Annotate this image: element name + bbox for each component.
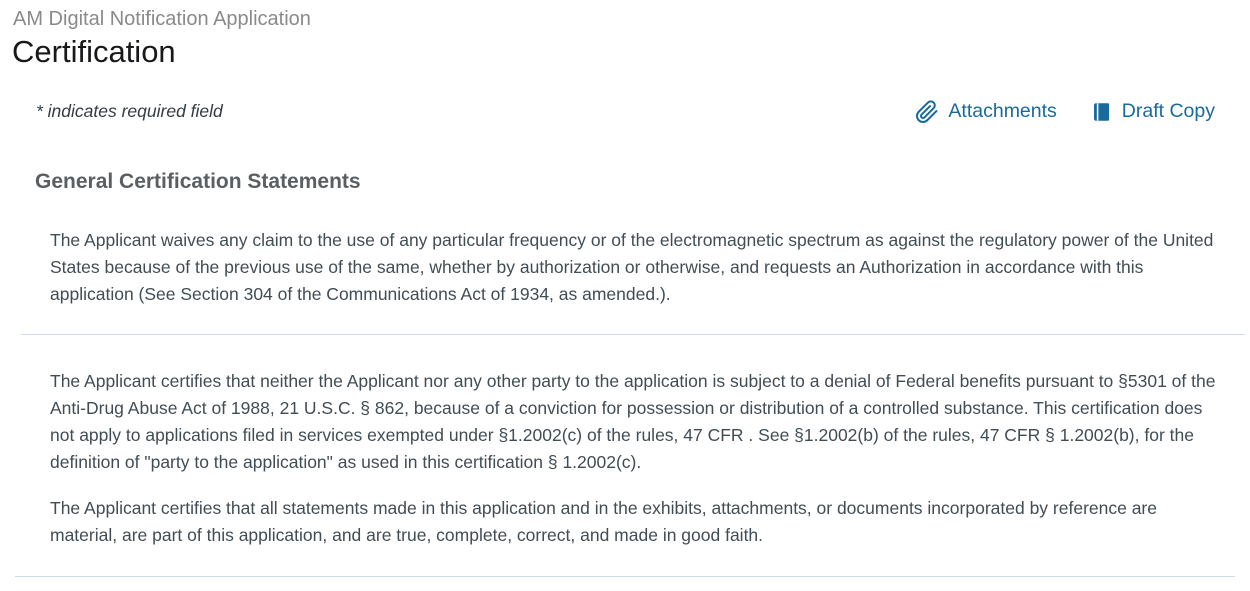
certification-statement-3: The Applicant certifies that all statements made in this application and in the exhibits, attachments, or documents incorporated by reference are material, are part of this application, and are true, complete, correct, and made in good faith.: [50, 497, 1157, 545]
app-title: AM Digital Notification Application: [13, 8, 311, 30]
bottom-divider: [15, 576, 1235, 577]
attachments-link[interactable]: [915, 100, 1056, 124]
required-field-note: * indicates required field: [36, 101, 223, 122]
header-actions: [915, 100, 1215, 124]
general-certification-section: [0, 170, 1250, 577]
meta-row: [36, 100, 1215, 124]
attachments-label: Attachments: [948, 100, 1057, 123]
draft-copy-label: Draft Copy: [1121, 100, 1215, 123]
page-title: Certification: [12, 34, 176, 69]
draft-copy-link[interactable]: [1091, 100, 1215, 123]
section-heading: General Certification Statements: [35, 169, 361, 193]
certification-statement-1: The Applicant waives any claim to the use of any particular frequency or of the electromagnetic spectrum as against the regulatory power of the United States because of the previous use of the same, whether by authorization or otherwise, and requests an Authorization in accordance with this application (See Section 304 of the Communications Act of 1934, as amended.).: [50, 229, 1214, 304]
paperclip-icon: [915, 100, 939, 124]
book-icon: [1091, 101, 1113, 123]
certification-statement-2: The Applicant certifies that neither the Applicant nor any other party to the application is subject to a denial of Federal benefits pursuant to §5301 of the Anti-Drug Abuse Act of 1988, 21 U.S.C. § 862, because of a conviction for possession or distribution of a controlled substance. This certification does not apply to applications filed in services exempted under §1.2002(c) of the rules, 47 CFR . See §1.2002(b) of the rules, 47 CFR § 1.2002(b), for the definition of "party to the application" as used in this certification § 1.2002(c).: [50, 370, 1216, 472]
section-divider: [21, 334, 1245, 335]
